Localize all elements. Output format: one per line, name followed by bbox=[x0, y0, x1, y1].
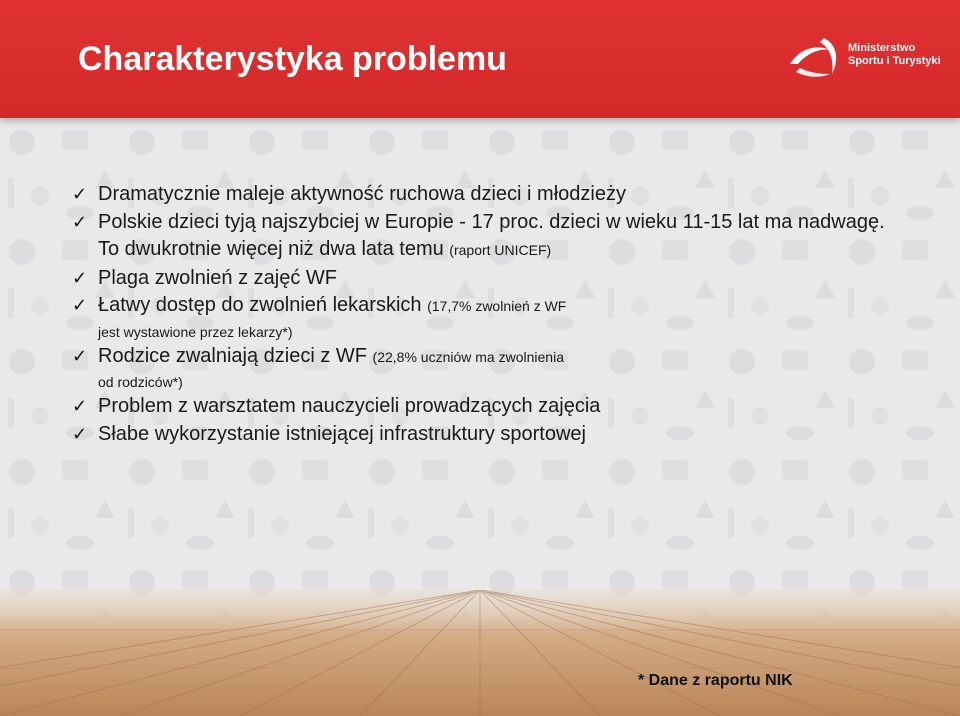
list-item-text: Dramatycznie maleje aktywność ruchowa dzieci i młodzieży bbox=[98, 183, 626, 205]
check-icon: ✓ bbox=[72, 295, 88, 316]
check-icon: ✓ bbox=[72, 423, 88, 445]
list-item-note: (raport UNICEF) bbox=[449, 242, 552, 258]
list-item bbox=[70, 421, 890, 449]
ministry-logo-text bbox=[848, 42, 941, 68]
list-item-text: Problem z warsztatem nauczycieli prowadzących zajęcia bbox=[98, 395, 601, 417]
list-item bbox=[70, 181, 890, 209]
list-item-note: (22,8% uczniów ma zwolnienia bbox=[372, 348, 564, 365]
list-item-text: Plaga zwolnień z zajęć WF bbox=[98, 266, 337, 289]
wooden-floor bbox=[0, 590, 960, 716]
footnote: * Dane z raportu NIK bbox=[638, 672, 793, 689]
logo-line-1: Ministerstwo bbox=[848, 42, 916, 54]
list-item bbox=[70, 209, 890, 265]
check-icon: ✓ bbox=[72, 267, 88, 289]
list-item-text: Słabe wykorzystanie istniejącej infrastruktury sportowej bbox=[98, 422, 586, 445]
list-item bbox=[70, 393, 890, 421]
check-icon: ✓ bbox=[72, 184, 88, 205]
ministry-logo bbox=[786, 34, 946, 84]
list-item-note-continued: od rodziców*) bbox=[98, 374, 183, 390]
ministry-logo-icon bbox=[786, 34, 842, 82]
list-item-note: (17,7% zwolnień z WF bbox=[427, 298, 567, 314]
check-icon: ✓ bbox=[72, 211, 88, 233]
list-item bbox=[70, 265, 890, 293]
check-icon: ✓ bbox=[72, 345, 88, 367]
problem-list bbox=[70, 181, 890, 448]
list-item-text: Łatwy dostęp do zwolnień lekarskich bbox=[98, 294, 422, 316]
list-item-text: Polskie dzieci tyją najszybciej w Europie - 17 proc. dzieci w wieku 11-15 lat ma nadwagę. To dwukrotnie więcej niż dwa lata temu bbox=[98, 210, 885, 260]
header-bar bbox=[0, 0, 960, 118]
list-item bbox=[70, 292, 890, 343]
logo-line-2: Sportu i Turystyki bbox=[848, 55, 941, 67]
list-item bbox=[70, 343, 890, 394]
check-icon: ✓ bbox=[72, 396, 88, 417]
list-item-note-continued: jest wystawione przez lekarzy*) bbox=[98, 323, 293, 340]
page-title: Charakterystyka problemu bbox=[78, 40, 507, 78]
list-item-text: Rodzice zwalniają dzieci z WF bbox=[98, 344, 367, 367]
